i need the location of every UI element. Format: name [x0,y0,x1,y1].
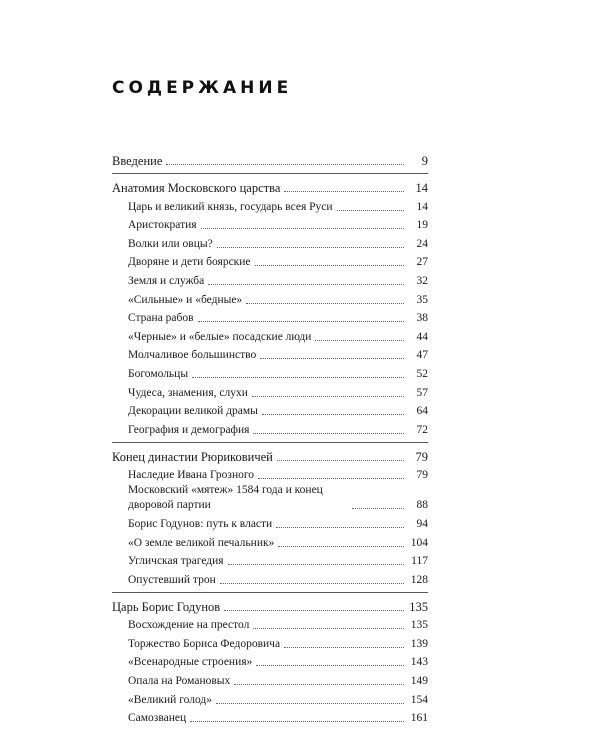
toc-entry-title: Опустевший трон [128,573,216,586]
toc-chapter[interactable] [112,446,428,465]
toc-section[interactable] [112,382,428,401]
dot-leader [253,627,404,629]
toc-entry-page: 79 [416,469,428,482]
toc-entry-page: 19 [416,219,428,232]
toc-entry-page: 44 [416,330,428,343]
chapter-divider [112,592,428,593]
toc-entry-title: Царь и великий князь, государь всея Руси [128,200,333,213]
dot-leader [277,459,404,461]
dot-leader [216,702,404,704]
toc-chapter[interactable] [112,177,428,196]
toc-section[interactable] [112,233,428,252]
toc-entry-title: Дворяне и дети боярские [128,256,251,269]
toc-entry-page: 135 [410,619,428,632]
dot-leader [262,413,404,415]
toc-entry-page: 35 [416,293,428,306]
dot-leader [208,283,404,285]
toc-section[interactable] [112,289,428,308]
dot-leader [234,683,404,685]
toc-entry-title: Аристократия [128,219,197,232]
toc-chapter[interactable] [112,150,428,169]
toc-entry-page: 154 [410,693,428,706]
toc-section[interactable] [112,670,428,689]
dot-leader [284,646,404,648]
toc-entry-page: 9 [421,154,428,168]
dot-leader [166,163,404,165]
toc-section[interactable] [112,689,428,708]
chapter-divider [112,173,428,174]
dot-leader [224,609,404,611]
toc-entry-page: 149 [410,675,428,688]
toc-entry-title: «Черные» и «белые» посадские люди [128,330,312,343]
toc-entry-title: Конец династии Рюриковичей [112,449,273,464]
toc-entry-title: Волки или овцы? [128,237,213,250]
toc-section[interactable] [112,465,428,484]
toc-entry-title: Угличская трагедия [128,555,224,568]
toc-entry-title: Анатомия Московского царства [112,181,281,195]
toc-entry-title: Царь Борис Годунов [112,599,221,614]
toc-entry-page: 14 [415,181,428,195]
toc-chapter[interactable] [112,596,428,615]
toc-section[interactable] [112,215,428,234]
toc-entry-page: 14 [416,200,428,213]
toc-entry-title: Восхождение на престол [128,619,250,632]
toc-entry-page: 161 [410,712,428,725]
toc-entry-title: Декорации великой драмы [128,405,258,418]
toc-entry-page: 79 [415,449,428,464]
toc-entry-title: «Великий голод» [128,693,212,706]
toc-entry-page: 135 [409,599,428,614]
dot-leader [258,477,404,479]
toc-section[interactable] [112,708,428,727]
toc-entry-title: Чудеса, знамения, слухи [128,386,248,399]
toc-entry-page: 47 [416,349,428,362]
dot-leader [192,376,404,378]
toc-entry-page: 143 [410,656,428,669]
dot-leader [252,395,404,397]
dot-leader [190,720,404,722]
toc-entry-page: 38 [416,312,428,325]
toc-entry-title: Торжество Бориса Федоровича [128,637,281,650]
toc-section[interactable] [112,532,428,551]
dot-leader [228,563,404,565]
dot-leader [276,526,404,528]
toc-section[interactable] [112,652,428,671]
toc-section[interactable] [112,401,428,420]
toc-entry-title: Опала на Романовых [128,675,231,688]
toc-section[interactable] [112,308,428,327]
toc-section[interactable] [112,326,428,345]
toc-entry-page: 104 [410,536,428,549]
toc-entry-title: Страна рабов [128,312,194,325]
dot-leader [220,582,404,584]
dot-leader [352,507,404,509]
dot-leader [315,339,404,341]
toc-entry-title: «О земле великой печальник» [128,536,275,549]
dot-leader [260,357,404,359]
toc-entry-title: Самозванец [128,712,187,725]
chapter-divider [112,442,428,443]
toc-section[interactable] [112,270,428,289]
toc-entry-page: 32 [416,274,428,287]
dot-leader [217,246,404,248]
toc-entry-title: Земля и служба [128,274,205,287]
toc-entry-page: 88 [416,499,428,512]
toc-entry-page: 72 [416,423,428,436]
toc-entry-title: Борис Годунов: путь к власти [128,517,273,530]
dot-leader [253,432,404,434]
table-of-contents [112,148,428,726]
toc-entry-page: 94 [416,517,428,530]
toc-entry-page: 128 [410,573,428,586]
dot-leader [284,190,404,192]
toc-entry-page: 52 [416,367,428,380]
toc-section[interactable] [112,363,428,382]
toc-entry-title: «Сильные» и «бедные» [128,293,243,306]
toc-section[interactable] [112,196,428,215]
toc-section[interactable] [112,419,428,438]
dot-leader [246,302,404,304]
dot-leader [255,264,404,266]
toc-entry-title: Молчаливое большинство [128,349,257,362]
dot-leader [278,545,404,547]
toc-section[interactable] [112,345,428,364]
dot-leader [337,209,404,211]
dot-leader [256,664,404,666]
toc-section[interactable] [112,569,428,588]
page-title: СОДЕРЖАНИЕ [112,78,293,98]
toc-entry-page: 139 [410,637,428,650]
dot-leader [198,320,404,322]
toc-section[interactable] [112,513,428,532]
toc-entry-title: «Всенародные строения» [128,656,253,669]
toc-entry-title: География и демография [128,423,250,436]
toc-section[interactable] [112,252,428,271]
toc-entry-title: Московский «мятеж» 1584 года и конец дворовой партии [128,483,350,513]
toc-entry-title: Богомольцы [128,367,189,380]
toc-entry-page: 64 [416,405,428,418]
toc-entry-page: 24 [416,237,428,250]
dot-leader [201,227,404,229]
toc-entry-page: 27 [416,256,428,269]
toc-entry-page: 117 [411,555,428,568]
toc-section[interactable] [112,551,428,570]
toc-section[interactable] [112,615,428,634]
toc-section[interactable] [112,483,428,513]
toc-entry-title: Наследие Ивана Грозного [128,469,255,482]
toc-entry-page: 57 [416,386,428,399]
toc-section[interactable] [112,633,428,652]
toc-entry-title: Введение [112,154,163,168]
